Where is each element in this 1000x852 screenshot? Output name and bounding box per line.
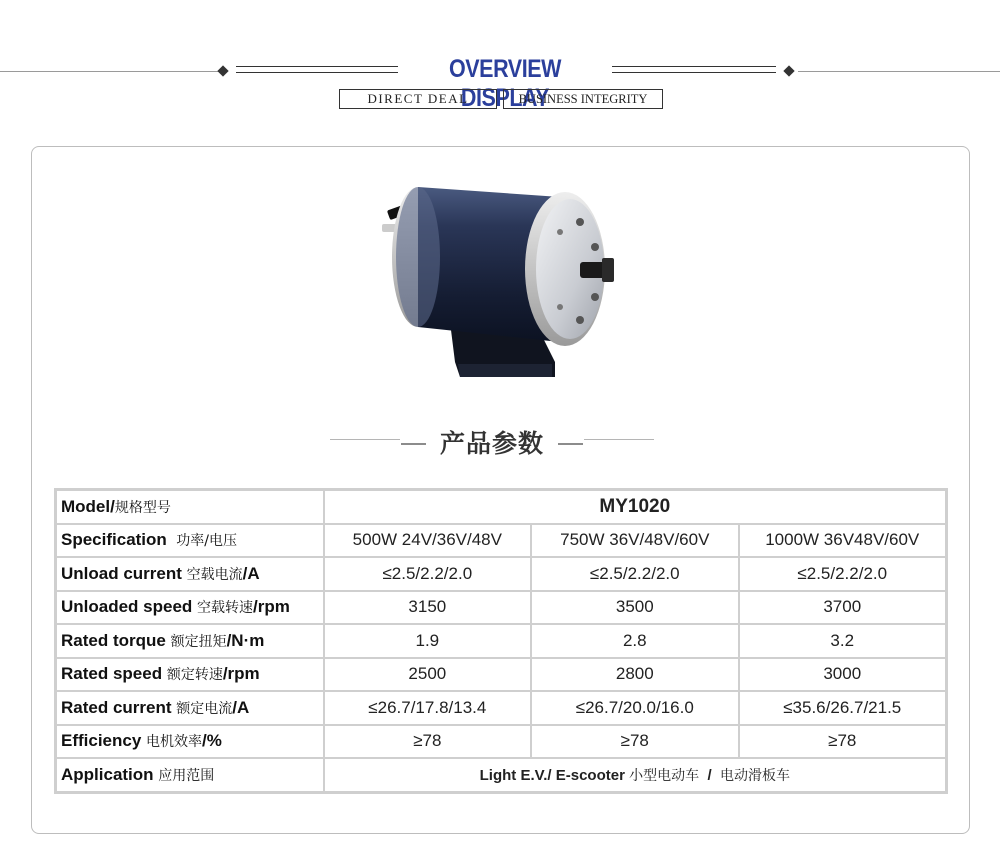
row-label: Efficiency 电机效率/% [57, 726, 323, 758]
product-parameters-title: 产品参数 [439, 429, 544, 458]
row-label: Rated torque 额定扭矩/N·m [57, 625, 323, 657]
header-diamond-right [783, 65, 794, 76]
direct-deal-tag: DIRECT DEAL [339, 89, 497, 109]
overview-display-title: OVERVIEW DISPLAY [448, 55, 562, 112]
cell-value: ≥78 [325, 726, 530, 758]
cell-value: ≥78 [532, 726, 737, 758]
cell-value: ≤2.5/2.2/2.0 [325, 558, 530, 590]
cell-value: 2.8 [532, 625, 737, 657]
row-label: Unloaded speed 空载转速/rpm [57, 592, 323, 624]
cell-value: 3500 [532, 592, 737, 624]
cell-value: ≤26.7/17.8/13.4 [325, 692, 530, 724]
table-row-model [57, 491, 945, 523]
section-rule-right [584, 439, 654, 440]
table-row [57, 692, 945, 724]
cell-value: 2500 [325, 659, 530, 691]
section-rule-left [330, 439, 400, 440]
cell-value: 500W 24V/36V/48V [325, 525, 530, 557]
cell-value: ≤26.7/20.0/16.0 [532, 692, 737, 724]
spec-table [54, 488, 948, 794]
cell-value: 1000W 36V48V/60V [740, 525, 946, 557]
row-label: Rated current 额定电流/A [57, 692, 323, 724]
row-label-application: Application 应用范围 [57, 759, 323, 791]
table-row [57, 659, 945, 691]
cell-value: 3150 [325, 592, 530, 624]
table-row [57, 625, 945, 657]
cell-value: 750W 36V/48V/60V [532, 525, 737, 557]
table-row [57, 558, 945, 590]
table-row [57, 525, 945, 557]
row-label: Specification 功率/电压 [57, 525, 323, 557]
row-label: Unload current 空载电流/A [57, 558, 323, 590]
section-dash-left [401, 443, 426, 445]
header-diamond-left [217, 65, 228, 76]
cell-value: 1.9 [325, 625, 530, 657]
motor-image [380, 172, 630, 397]
header-double-rule-left [236, 66, 398, 73]
model-value: MY1020 [325, 491, 945, 523]
header-rule-left [0, 71, 220, 72]
business-integrity-tag: BUSINESS INTEGRITY [503, 89, 663, 109]
cell-value: 2800 [532, 659, 737, 691]
cell-value: ≤2.5/2.2/2.0 [532, 558, 737, 590]
header-rule-right [798, 71, 1000, 72]
row-label: Rated speed 额定转速/rpm [57, 659, 323, 691]
cell-value: ≤2.5/2.2/2.0 [740, 558, 946, 590]
table-row [57, 592, 945, 624]
row-label-model: Model/规格型号 [57, 491, 323, 523]
cell-value: 3700 [740, 592, 946, 624]
section-dash-right [558, 443, 583, 445]
cell-value: ≤35.6/26.7/21.5 [740, 692, 946, 724]
cell-value: 3.2 [740, 625, 946, 657]
table-row-application [57, 759, 945, 791]
table-row [57, 726, 945, 758]
application-value: Light E.V./ E-scooter 小型电动车 / 电动滑板车 [325, 759, 945, 791]
header-double-rule-right [612, 66, 776, 73]
cell-value: 3000 [740, 659, 946, 691]
cell-value: ≥78 [740, 726, 946, 758]
